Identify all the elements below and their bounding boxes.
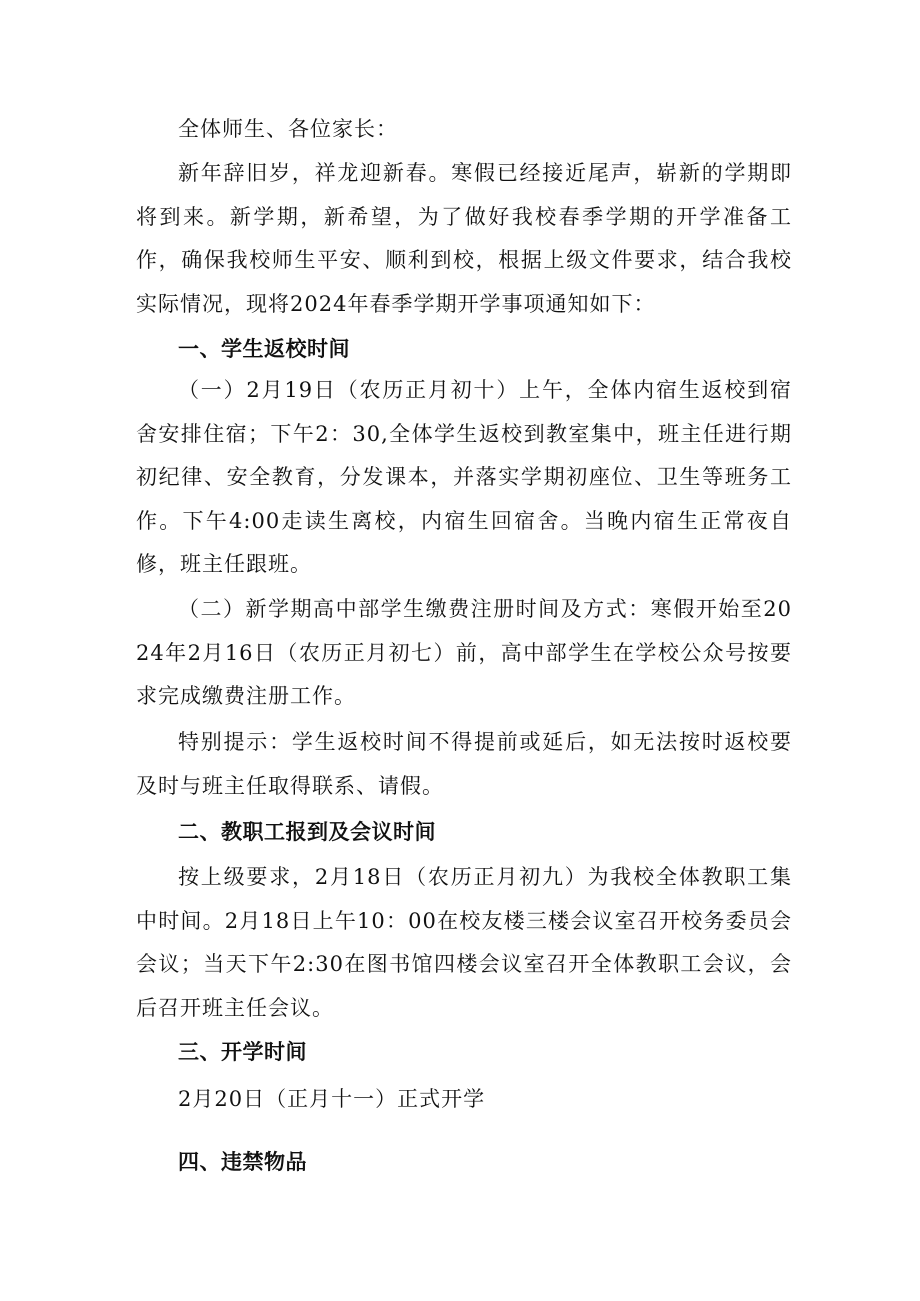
section-heading-prohibited-items: 四、违禁物品	[178, 1150, 307, 1174]
paragraph-school-start: 2月20日（正月十一）正式开学	[178, 1087, 486, 1111]
paragraph-staff-meeting: 按上级要求，2月18日（农历正月初九）为我校全体教职工集中时间。2月18日上午10：00在校友楼三楼会议室召开校务委员会会议；当天下午2:30在图书馆四楼会议室召开全体教职工会议，会后召开班主任会议。	[136, 865, 792, 1020]
section-heading-school-start: 三、开学时间	[178, 1040, 307, 1064]
section-heading-staff-meeting: 二、教职工报到及会议时间	[178, 820, 436, 844]
salutation: 全体师生、各位家长：	[178, 117, 398, 141]
paragraph-return-schedule: （一）2月19日（农历正月初十）上午，全体内宿生返校到宿舍安排住宿；下午2：30,全体学生返校到教室集中，班主任进行期初纪律、安全教育，分发课本，并落实学期初座位、卫生等班务工作。下午4:00走读生离校，内宿生回宿舍。当晚内宿生正常夜自修，班主任跟班。	[136, 378, 792, 576]
paragraph-fee-registration: （二）新学期高中部学生缴费注册时间及方式：寒假开始至2024年2月16日（农历正月初七）前，高中部学生在学校公众号按要求完成缴费注册工作。	[136, 597, 792, 708]
section-heading-student-return: 一、学生返校时间	[178, 337, 350, 361]
paragraph-special-notice: 特别提示：学生返校时间不得提前或延后，如无法按时返校要及时与班主任取得联系、请假。	[136, 730, 792, 798]
intro-paragraph: 新年辞旧岁，祥龙迎新春。寒假已经接近尾声，崭新的学期即将到来。新学期，新希望，为了做好我校春季学期的开学准备工作，确保我校师生平安、顺利到校，根据上级文件要求，结合我校实际情况，现将2024年春季学期开学事项通知如下：	[136, 161, 792, 316]
